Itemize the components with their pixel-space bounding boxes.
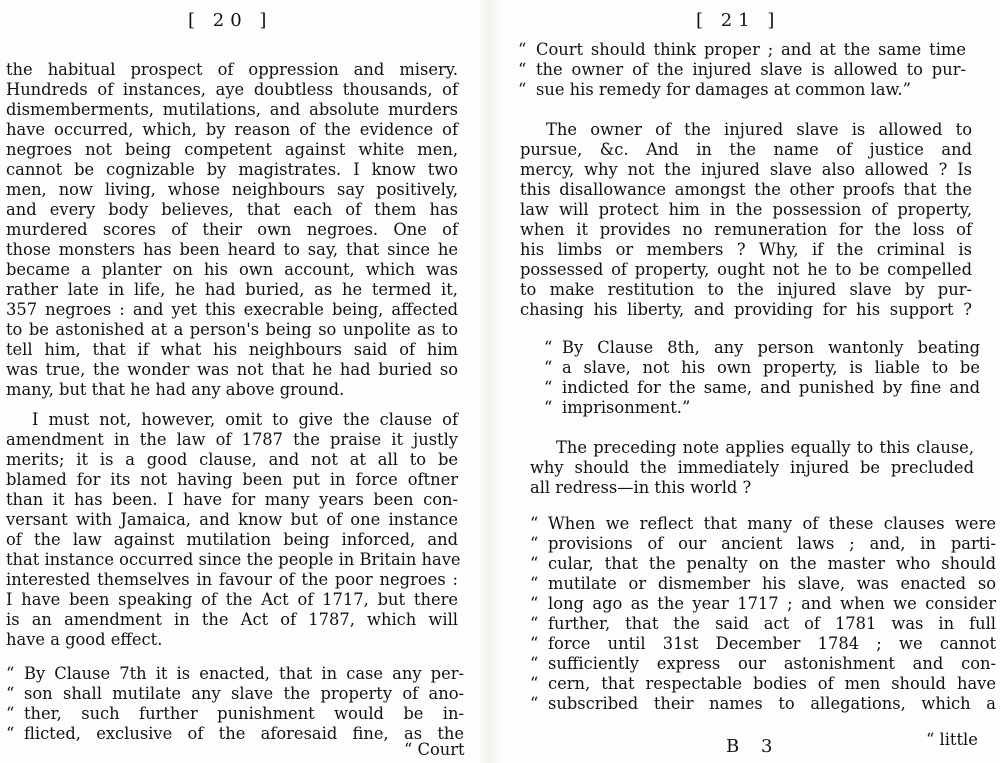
quote-mark: “	[6, 724, 15, 743]
quote-mark: “	[530, 514, 539, 533]
quote-text: provisions of our ancient laws ; and, in parti-	[548, 534, 996, 553]
text-line: 357 negroes : and yet this execrable being, affected	[6, 300, 458, 319]
quote-line	[530, 654, 996, 674]
text-line: to be astonished at a person's being so unpolite as to	[6, 320, 458, 339]
quote-text: flicted, exclusive of the aforesaid fine, as the	[24, 724, 464, 743]
book-gutter	[478, 0, 502, 763]
quote-line	[530, 694, 996, 714]
text-line: when it provides no remuneration for the loss of	[520, 220, 972, 239]
quote-text: By Clause 7th it is enacted, that in case any per-	[24, 664, 464, 683]
text-line: is an amendment in the Act of 1787, which will	[6, 610, 458, 629]
quote-mark: “	[518, 40, 527, 59]
quote-line	[518, 60, 966, 80]
quote-mark: “	[518, 60, 527, 79]
text-line: have occurred, which, by reason of the evidence of	[6, 120, 458, 139]
text-line: merits; it is a good clause, and not at all to be	[6, 450, 458, 469]
text-line: negroes not being competent against white men,	[6, 140, 458, 159]
quotation	[530, 514, 996, 714]
quote-text: a slave, not his own property, is liable to be	[562, 358, 980, 377]
quote-mark: “	[6, 704, 15, 723]
quote-mark: “	[544, 398, 553, 417]
quote-text: the owner of the injured slave is allowed to pur-	[536, 60, 966, 79]
text-line: all redress—in this world ?	[530, 478, 752, 497]
text-line: versant with Jamaica, and know but of one instance	[6, 510, 458, 529]
quote-text: sue his remedy for damages at common law.”	[536, 80, 911, 99]
quote-text: Court should think proper ; and at the same time	[536, 40, 966, 59]
quote-line	[530, 634, 996, 654]
quote-line	[6, 684, 464, 704]
quote-text: subscribed their names to allegations, which a	[548, 694, 996, 713]
quote-line	[6, 704, 464, 724]
quote-mark: “	[530, 554, 539, 573]
text-line: I have been speaking of the Act of 1717, but there	[6, 590, 458, 609]
quote-text: indicted for the same, and punished by fine and	[562, 378, 980, 397]
quote-line	[530, 514, 996, 534]
quote-text: force until 31st December 1784 ; we cannot	[548, 634, 996, 653]
page-number: [ 20 ]	[188, 10, 273, 31]
text-line: many, but that he had any above ground.	[6, 380, 345, 399]
text-line: I must not, however, omit to give the clause of	[32, 410, 458, 429]
text-line: dismemberments, mutilations, and absolute murders	[6, 100, 458, 119]
quote-mark: “	[518, 80, 527, 99]
quote-mark: “	[544, 378, 553, 397]
quote-text: mutilate or dismember his slave, was enacted so	[548, 574, 996, 593]
quote-text: further, that the said act of 1781 was in full	[548, 614, 996, 633]
text-line: blamed for its not having been put in force oftner	[6, 470, 458, 489]
quote-line	[530, 574, 996, 594]
quote-mark: “	[6, 684, 15, 703]
quote-mark: “	[530, 534, 539, 553]
quote-mark: “	[530, 674, 539, 693]
quote-mark: “	[544, 358, 553, 377]
quotation	[518, 40, 966, 100]
quote-line	[530, 594, 996, 614]
quote-line	[518, 40, 966, 60]
quote-mark: “	[530, 574, 539, 593]
paragraph	[6, 60, 458, 400]
text-line: law will protect him in the possession of property,	[520, 200, 972, 219]
text-line: of the law against mutilation being inforced, and	[6, 530, 458, 549]
quote-line	[530, 534, 996, 554]
quote-line	[544, 358, 980, 378]
paragraph	[530, 438, 974, 498]
text-line: pursue, &c. And in the name of justice and	[520, 140, 972, 159]
quote-line	[530, 614, 996, 634]
quote-text: ther, such further punishment would be in-	[24, 704, 464, 723]
text-line: and every body believes, that each of them has	[6, 200, 458, 219]
quote-text: imprisonment.”	[562, 398, 691, 417]
text-line: cannot be cognizable by magistrates. I know two	[6, 160, 458, 179]
quote-line	[6, 664, 464, 684]
text-line: became a planter on his own account, which was	[6, 260, 458, 279]
text-line: rather late in life, he had buried, as he termed it,	[6, 280, 458, 299]
text-line: possessed of property, ought not he to be compelled	[520, 260, 972, 279]
catchword: “ little	[926, 730, 978, 749]
text-line: The preceding note applies equally to this clause,	[556, 438, 974, 457]
quote-line	[544, 378, 980, 398]
text-line: those monsters has been heard to say, that since he	[6, 240, 458, 259]
quote-line	[544, 398, 980, 418]
left-page	[0, 0, 480, 763]
quote-line	[6, 724, 464, 744]
page-number: [ 21 ]	[696, 10, 781, 31]
text-line: was true, the wonder was not that he had buried so	[6, 360, 458, 379]
text-line: have a good effect.	[6, 630, 163, 649]
quote-text: By Clause 8th, any person wantonly beating	[562, 338, 980, 357]
quote-text: son shall mutilate any slave the property of ano-	[24, 684, 464, 703]
quote-mark: “	[530, 634, 539, 653]
quote-mark: “	[530, 654, 539, 673]
text-line: Hundreds of instances, aye doubtless thousands, of	[6, 80, 458, 99]
text-line: interested themselves in favour of the poor negroes :	[6, 570, 458, 589]
quote-text: sufficiently express our astonishment and con-	[548, 654, 996, 673]
text-line: men, now living, whose neighbours say positively,	[6, 180, 458, 199]
paragraph	[520, 120, 972, 320]
text-line: amendment in the law of 1787 the praise it justly	[6, 430, 458, 449]
text-line: why should the immediately injured be precluded	[530, 458, 974, 477]
quotation	[544, 338, 980, 418]
quote-line	[530, 674, 996, 694]
quote-line	[530, 554, 996, 574]
paragraph	[6, 410, 461, 650]
text-line: to make restitution to the injured slave by pur-	[520, 280, 972, 299]
quote-mark: “	[530, 694, 539, 713]
quote-mark: “	[544, 338, 553, 357]
right-page	[500, 0, 1000, 763]
text-line: than it has been. I have for many years been con-	[6, 490, 458, 509]
text-line: murdered scores of their own negroes. One of	[6, 220, 458, 239]
text-line: the habitual prospect of oppression and misery.	[6, 60, 458, 79]
quote-text: cern, that respectable bodies of men should have	[548, 674, 996, 693]
text-line: chasing his liberty, and providing for his support ?	[520, 300, 972, 319]
catchword: “ Court	[404, 740, 465, 759]
quote-mark: “	[6, 664, 15, 683]
quote-text: When we reflect that many of these clauses were	[548, 514, 996, 533]
quote-text: cular, that the penalty on the master who should	[548, 554, 996, 573]
text-line: his limbs or members ? Why, if the criminal is	[520, 240, 972, 259]
text-line: that instance occurred since the people in Britain have	[6, 550, 461, 569]
quote-mark: “	[530, 594, 539, 613]
text-line: this disallowance amongst the other proofs that the	[520, 180, 972, 199]
quote-mark: “	[530, 614, 539, 633]
signature-mark: B 3	[726, 736, 781, 757]
text-line: The owner of the injured slave is allowed to	[546, 120, 972, 139]
quotation	[6, 664, 464, 744]
text-line: tell him, that if what his neighbours said of him	[6, 340, 458, 359]
text-line: mercy, why not the injured slave also allowed ? Is	[520, 160, 972, 179]
quote-line	[544, 338, 980, 358]
quote-text: long ago as the year 1717 ; and when we consider	[548, 594, 996, 613]
quote-line	[518, 80, 966, 100]
